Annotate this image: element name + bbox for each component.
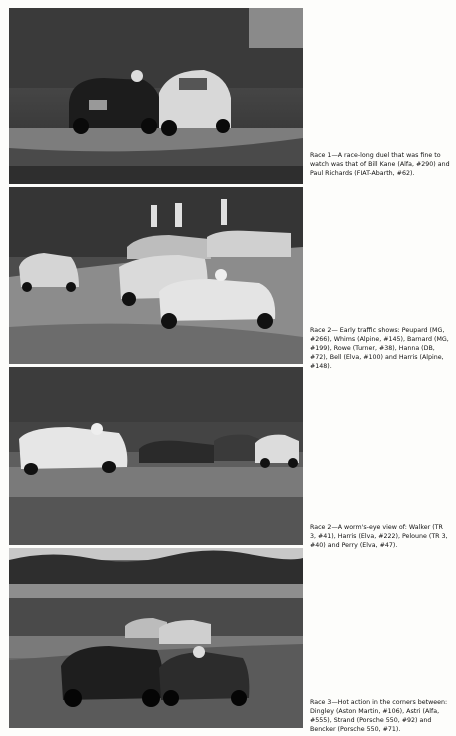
race-2-traffic-photo bbox=[9, 187, 303, 364]
race-3-corner-photo bbox=[9, 548, 303, 728]
race-3-corner-caption: Race 3—Hot action in the corners between: Dingley (Aston Martin, #106), Astri (Alfa, #555), Strand (Porsche 550, #92) and Bencker (Porsche 550, #71). bbox=[310, 699, 448, 733]
race-1-photo bbox=[9, 8, 303, 184]
race-2-worms-eye-caption: Race 2—A worm's-eye view of: Walker (TR 3, #41), Harris (Elva, #222), Peloune (TR 3, #40) and Perry (Elva, #47). bbox=[310, 524, 448, 549]
race-2-worms-eye-photo bbox=[9, 367, 303, 545]
race-2-traffic-caption: Race 2— Early traffic shows: Peupard (MG, #266), Whims (Alpine, #145), Barnard (MG, #199), Rowe (Turner, #38), Hanna (DB, #72), Bell (Elva, #100) and Harris (Alpine, #148). bbox=[310, 327, 449, 370]
race-1-caption: Race 1—A race-long duel that was fine to watch was that of Bill Kane (Alfa, #290) and Paul Richards (FIAT-Abarth, #62). bbox=[310, 152, 450, 177]
